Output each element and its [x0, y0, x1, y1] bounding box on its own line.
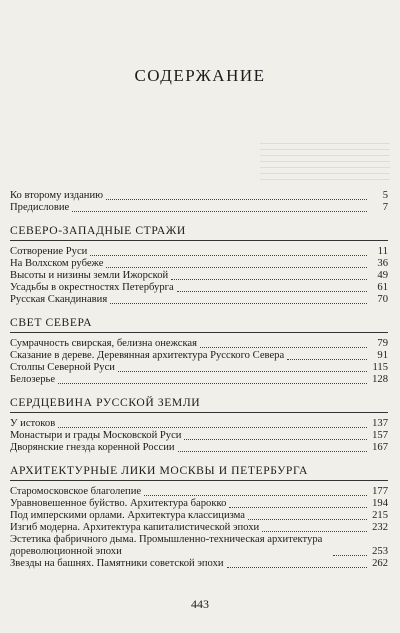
toc-entry-page: 11	[377, 246, 388, 257]
dot-leader	[118, 371, 367, 372]
toc-entry-title: Звезды на башнях. Памятники советской эпохи	[10, 558, 224, 569]
toc-entry-title: Сумрачность свирская, белизна онежская	[10, 338, 198, 349]
toc-entry-page: 167	[372, 442, 388, 453]
toc-entry-page: 215	[372, 510, 388, 521]
toc-entry-page: 7	[382, 202, 388, 213]
toc-entry-page: 157	[372, 430, 388, 441]
toc-entry-page: 177	[372, 486, 388, 497]
page-title: СОДЕРЖАНИЕ	[134, 66, 266, 85]
dot-leader	[110, 303, 367, 304]
dot-leader	[72, 211, 367, 212]
dot-leader	[171, 279, 367, 280]
dot-leader	[200, 347, 367, 348]
toc-entry-title: Дворянские гнезда коренной России	[10, 442, 175, 453]
toc-entry-page: 36	[377, 258, 388, 269]
toc-entry-page: 194	[372, 498, 388, 509]
table-of-contents	[10, 190, 388, 570]
toc-entry-title: Уравновешенное буйство. Архитектура барокко	[10, 498, 227, 509]
dot-leader	[58, 383, 367, 384]
toc-entry	[10, 246, 388, 258]
toc-entry	[10, 190, 388, 202]
toc-entry-page: 70	[377, 294, 388, 305]
toc-entry-title: Белозерье	[10, 374, 56, 385]
toc-entry	[10, 442, 388, 454]
dot-leader	[262, 531, 367, 532]
toc-entry-title: На Волхском рубеже	[10, 258, 104, 269]
toc-entry	[10, 294, 388, 306]
toc-entry	[10, 486, 388, 498]
toc-entry-page: 5	[382, 190, 388, 201]
toc-entry	[10, 498, 388, 510]
toc-entry	[10, 510, 388, 522]
dot-leader	[106, 199, 367, 200]
toc-entry-title: Ко второму изданию	[10, 190, 104, 201]
toc-entry-page: 137	[372, 418, 388, 429]
toc-entry-page: 61	[377, 282, 388, 293]
toc-entry	[10, 558, 388, 570]
dot-leader	[178, 451, 367, 452]
toc-entry	[10, 270, 388, 282]
dot-leader	[177, 291, 367, 292]
dot-leader	[333, 555, 367, 556]
toc-entry	[10, 374, 388, 386]
toc-entry-page: 79	[377, 338, 388, 349]
toc-entry-page: 91	[377, 350, 388, 361]
dot-leader	[229, 507, 367, 508]
toc-entry	[10, 258, 388, 270]
section-heading: СВЕТ СЕВЕРА	[10, 316, 388, 333]
bleed-through-text	[260, 140, 390, 180]
section-heading: СЕВЕРО-ЗАПАДНЫЕ СТРАЖИ	[10, 224, 388, 241]
toc-entry	[10, 522, 388, 534]
toc-entry	[10, 350, 388, 362]
dot-leader	[184, 439, 367, 440]
toc-entry-page: 49	[377, 270, 388, 281]
toc-entry	[10, 430, 388, 442]
toc-entry-page: 128	[372, 374, 388, 385]
page-number: 443	[191, 597, 209, 611]
toc-entry-title: Монастыри и грады Московской Руси	[10, 430, 182, 441]
toc-entry	[10, 202, 388, 214]
dot-leader	[227, 567, 367, 568]
dot-leader	[287, 359, 367, 360]
toc-entry-title: Столпы Северной Руси	[10, 362, 115, 373]
dot-leader	[248, 519, 367, 520]
toc-entry-page: 262	[372, 558, 388, 569]
toc-entry-title: Высоты и низины земли Ижорской	[10, 270, 169, 281]
toc-entry-title: Сказание в дереве. Деревянная архитектура Русского Севера	[10, 350, 285, 361]
toc-entry-page: 115	[372, 362, 388, 373]
dot-leader	[58, 427, 367, 428]
toc-entry	[10, 534, 388, 558]
toc-entry-title: Предисловие	[10, 202, 70, 213]
toc-entry	[10, 338, 388, 350]
toc-entry-title: Старомосковское благолепие	[10, 486, 142, 497]
toc-entry-page: 253	[372, 546, 388, 557]
toc-entry-title: У истоков	[10, 418, 56, 429]
toc-entry	[10, 418, 388, 430]
dot-leader	[90, 255, 367, 256]
dot-leader	[106, 267, 367, 268]
section-heading: АРХИТЕКТУРНЫЕ ЛИКИ МОСКВЫ И ПЕТЕРБУРГА	[10, 464, 388, 481]
toc-entry	[10, 282, 388, 294]
toc-entry	[10, 362, 388, 374]
toc-entry-title: Под имперскими орлами. Архитектура классицизма	[10, 510, 245, 521]
toc-entry-page: 232	[372, 522, 388, 533]
section-heading: СЕРДЦЕВИНА РУССКОЙ ЗЕМЛИ	[10, 396, 388, 413]
toc-entry-title: Сотворение Руси	[10, 246, 88, 257]
toc-entry-title: Усадьбы в окрестностях Петербурга	[10, 282, 174, 293]
toc-entry-title: Эстетика фабричного дыма. Промышленно-техническая архитектура дореволюционной эпохи	[10, 534, 323, 557]
dot-leader	[144, 495, 367, 496]
toc-entry-title: Изгиб модерна. Архитектура капиталистической эпохи	[10, 522, 260, 533]
toc-entry-title: Русская Скандинавия	[10, 294, 108, 305]
